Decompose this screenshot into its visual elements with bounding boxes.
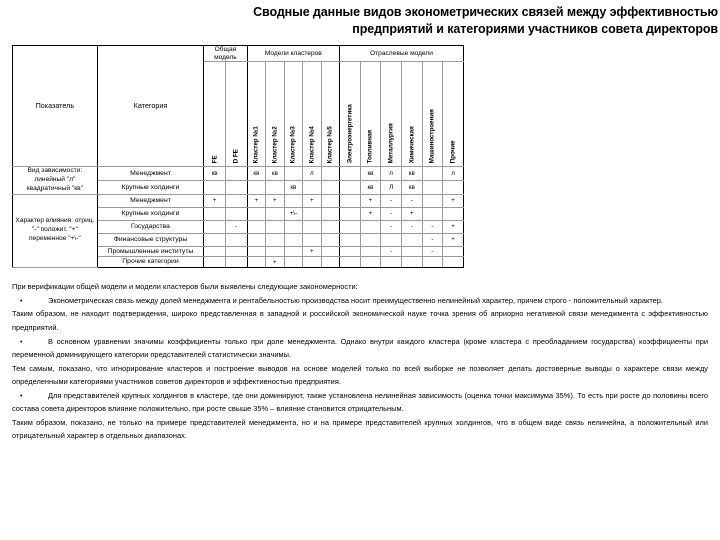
cell-dfe	[225, 180, 247, 194]
row-category-state: Государства	[97, 220, 203, 233]
cell-fuel	[360, 257, 381, 268]
col-header-cluster-4-label: Кластер №4	[308, 126, 316, 164]
header-group-general-model: Общая модель	[204, 46, 247, 62]
cell-mach: -	[422, 233, 443, 246]
cell-elec	[340, 257, 361, 268]
cell-fe: +	[204, 194, 226, 207]
header-group-cluster-models: Модели кластеров	[247, 46, 339, 62]
cell-fuel: +	[360, 207, 381, 220]
cell-c3	[284, 220, 302, 233]
cell-c4	[303, 207, 321, 220]
cell-chem	[401, 257, 422, 268]
cell-fe	[204, 257, 226, 268]
cell-c2: +	[266, 194, 284, 207]
table-row	[13, 194, 464, 207]
col-header-cluster-4	[303, 62, 321, 167]
cell-met	[381, 233, 402, 246]
cell-oth: л	[443, 167, 464, 181]
bullet-item-1	[12, 294, 708, 307]
col-header-cluster-2-label: Кластер №2	[271, 126, 279, 164]
bullet-item-3-text: Для представителей крупных холдингов в кластере, где они доминируют, также установлена нелинейная зависимость (оценка точки максимума 35%). То есть при росте до половины всего состава совета директоров влияние положительно, при росте свыше 35% – влияние становится отрицательным.	[12, 390, 708, 413]
cell-mach	[422, 194, 443, 207]
cell-dfe	[225, 207, 247, 220]
col-header-fuel	[360, 62, 381, 167]
cell-mach	[422, 167, 443, 181]
cell-oth: +	[443, 194, 464, 207]
bullet-item-1-text: Эконометрическая связь между долей менеджмента и рентабельностью производства носит преимущественно нелинейный характер, причем строго - положительный характер.	[48, 295, 664, 305]
cell-c4: +	[303, 194, 321, 207]
col-header-fuel-label: Топливная	[366, 129, 374, 164]
cell-elec	[340, 220, 361, 233]
col-header-cluster-2	[266, 62, 284, 167]
cell-met	[381, 257, 402, 268]
cell-elec	[340, 233, 361, 246]
cell-c1	[247, 233, 265, 246]
cell-c3	[284, 257, 302, 268]
col-header-cluster-1	[247, 62, 265, 167]
cell-chem: -	[401, 220, 422, 233]
cell-c2	[266, 180, 284, 194]
cell-c4	[303, 220, 321, 233]
bullet-item-3	[12, 389, 708, 416]
cell-dfe	[225, 246, 247, 257]
cell-c1	[247, 207, 265, 220]
col-header-machinery-label: Машиностроения	[428, 109, 436, 164]
col-header-fe-label: FE	[210, 155, 218, 164]
col-header-cluster-1-label: Кластер №1	[252, 126, 260, 164]
row-category-other: Прочие категории	[97, 257, 203, 268]
cell-elec	[340, 167, 361, 181]
cell-dfe: -	[225, 220, 247, 233]
row-category-management: Менеджмент	[97, 194, 203, 207]
cell-dfe	[225, 257, 247, 268]
bullet-marker: •	[20, 390, 23, 400]
cell-fe	[204, 246, 226, 257]
row-category-financial-structures: Финансовые структуры	[97, 233, 203, 246]
header-group-industry-models: Отраслевые модели	[340, 46, 464, 62]
cell-c1	[247, 246, 265, 257]
cell-fuel	[360, 233, 381, 246]
cell-dfe	[225, 167, 247, 181]
cell-c5	[321, 180, 339, 194]
table-row	[13, 167, 464, 181]
row-category-management: Менеджмент	[97, 167, 203, 181]
page-title-line-2: предприятий и категориями участников совета директоров	[352, 22, 718, 36]
cell-fe	[204, 220, 226, 233]
table-section-dependency-type	[13, 167, 464, 195]
col-header-metallurgy	[381, 62, 402, 167]
cell-c2	[266, 220, 284, 233]
col-header-dfe-label: D FE	[232, 148, 240, 164]
cell-c5	[321, 246, 339, 257]
cell-c5	[321, 220, 339, 233]
paragraph-intro: При верификации общей модели и модели кластеров были выявлены следующие закономерности:	[12, 281, 358, 291]
col-header-metallurgy-label: Металлургия	[387, 123, 395, 164]
cell-elec	[340, 207, 361, 220]
cell-elec	[340, 180, 361, 194]
cell-met: -	[381, 207, 402, 220]
cell-mach	[422, 207, 443, 220]
section-stub-dependency-type: Вид зависимости: линейный "л" квадратичный "кв"	[13, 167, 98, 195]
paragraph-4: Таким образом, показано, не только на примере представителей менеджмента, но и на примере представителей крупных холдингов, что в общем виде связь нелинейна, а положительный или отрицательный характер в отдельных диапазонах.	[12, 417, 708, 441]
summary-table	[12, 45, 464, 268]
cell-c2	[266, 246, 284, 257]
cell-c4	[303, 257, 321, 268]
row-category-large-holdings: Крупные холдинги	[97, 207, 203, 220]
cell-met: л	[381, 167, 402, 181]
cell-c3	[284, 246, 302, 257]
cell-mach: -	[422, 246, 443, 257]
cell-fuel: +	[360, 194, 381, 207]
col-header-other	[443, 62, 464, 167]
col-header-fe	[204, 62, 226, 167]
cell-c2	[266, 233, 284, 246]
cell-fuel: кв	[360, 167, 381, 181]
cell-chem: -	[401, 194, 422, 207]
page-title-line-1: Сводные данные видов эконометрических связей между эффективностью	[253, 5, 718, 19]
summary-table-container	[12, 45, 464, 268]
cell-chem: кв	[401, 167, 422, 181]
cell-oth	[443, 257, 464, 268]
cell-c2: кв	[266, 167, 284, 181]
col-header-machinery	[422, 62, 443, 167]
cell-dfe	[225, 194, 247, 207]
cell-c1	[247, 220, 265, 233]
cell-met: Л	[381, 180, 402, 194]
cell-c3	[284, 233, 302, 246]
page-title	[0, 0, 720, 38]
cell-chem: +	[401, 207, 422, 220]
cell-fe	[204, 180, 226, 194]
cell-c1: +	[247, 194, 265, 207]
header-category: Категория	[97, 46, 203, 167]
cell-mach: -	[422, 220, 443, 233]
bullet-marker: •	[20, 295, 23, 305]
row-category-large-holdings: Крупные холдинги	[97, 180, 203, 194]
bullet-marker: •	[20, 336, 23, 346]
cell-oth: +	[443, 220, 464, 233]
col-header-cluster-3	[284, 62, 302, 167]
col-header-dfe	[225, 62, 247, 167]
cell-fe	[204, 233, 226, 246]
cell-chem	[401, 246, 422, 257]
cell-c3: кв	[284, 180, 302, 194]
cell-c2: +	[266, 257, 284, 268]
col-header-other-label: Прочие	[449, 140, 457, 164]
cell-oth	[443, 207, 464, 220]
cell-c5	[321, 257, 339, 268]
table-section-influence-character	[13, 194, 464, 267]
bullet-item-2-text: В основном уравнении значимы коэффициенты только при доле менеджмента. Однако внутри каждого кластера (кроме кластера с преобладанием государства) коэффициенты при переменной доминирующего категории представителей статистически значимы.	[12, 336, 708, 359]
section-stub-influence-character: Характер влияния: отриц. "-" положит. "+" переменное "+\-"	[13, 194, 98, 267]
findings-text	[12, 280, 708, 443]
col-header-cluster-3-label: Кластер №3	[289, 126, 297, 164]
cell-c1: кв	[247, 167, 265, 181]
cell-elec	[340, 194, 361, 207]
cell-oth	[443, 180, 464, 194]
table-head-body	[13, 46, 464, 167]
cell-c4	[303, 233, 321, 246]
cell-dfe	[225, 233, 247, 246]
cell-c4: л	[303, 167, 321, 181]
cell-chem: кв	[401, 180, 422, 194]
cell-oth: +	[443, 233, 464, 246]
cell-fuel	[360, 246, 381, 257]
cell-c5	[321, 194, 339, 207]
cell-mach	[422, 180, 443, 194]
cell-c5	[321, 207, 339, 220]
cell-met: -	[381, 220, 402, 233]
cell-fuel: кв	[360, 180, 381, 194]
cell-fuel	[360, 220, 381, 233]
col-header-cluster-5-label: Кластер №5	[326, 126, 334, 164]
paragraph-3: Тем самым, показано, что игнорирование кластеров и построение выводов на основе моделей только по всей выборке не позволяет делать достоверные выводы о характере связи между определенными категориями участников советов директоров и эффективностью предприятия.	[12, 363, 708, 386]
cell-c5	[321, 233, 339, 246]
cell-met: -	[381, 194, 402, 207]
header-indicator: Показатель	[13, 46, 98, 167]
paragraph-2: Таким образом, не находит подтверждения, широко представленная в западной и российской экономической науке точка зрения об априорно негативной связи менеджмента с эффективностью предприятий.	[12, 309, 708, 332]
cell-met: -	[381, 246, 402, 257]
row-category-industrial-institutes: Промышленные институты	[97, 246, 203, 257]
cell-fe	[204, 207, 226, 220]
cell-elec	[340, 246, 361, 257]
cell-c5	[321, 167, 339, 181]
col-header-chemical-label: Химическая	[408, 126, 416, 164]
cell-oth	[443, 246, 464, 257]
cell-c3: +\-	[284, 207, 302, 220]
col-header-cluster-5	[321, 62, 339, 167]
bullet-item-2	[12, 335, 708, 362]
cell-c3	[284, 194, 302, 207]
cell-c1	[247, 180, 265, 194]
col-header-electric-power-label: Электроэнергетика	[346, 104, 354, 164]
cell-c4: +	[303, 246, 321, 257]
col-header-chemical	[401, 62, 422, 167]
cell-c1	[247, 257, 265, 268]
col-header-electric-power	[340, 62, 361, 167]
cell-mach	[422, 257, 443, 268]
cell-c3	[284, 167, 302, 181]
cell-c4	[303, 180, 321, 194]
cell-fe: кв	[204, 167, 226, 181]
table-group-header-row	[13, 46, 464, 62]
cell-chem	[401, 233, 422, 246]
cell-c2	[266, 207, 284, 220]
